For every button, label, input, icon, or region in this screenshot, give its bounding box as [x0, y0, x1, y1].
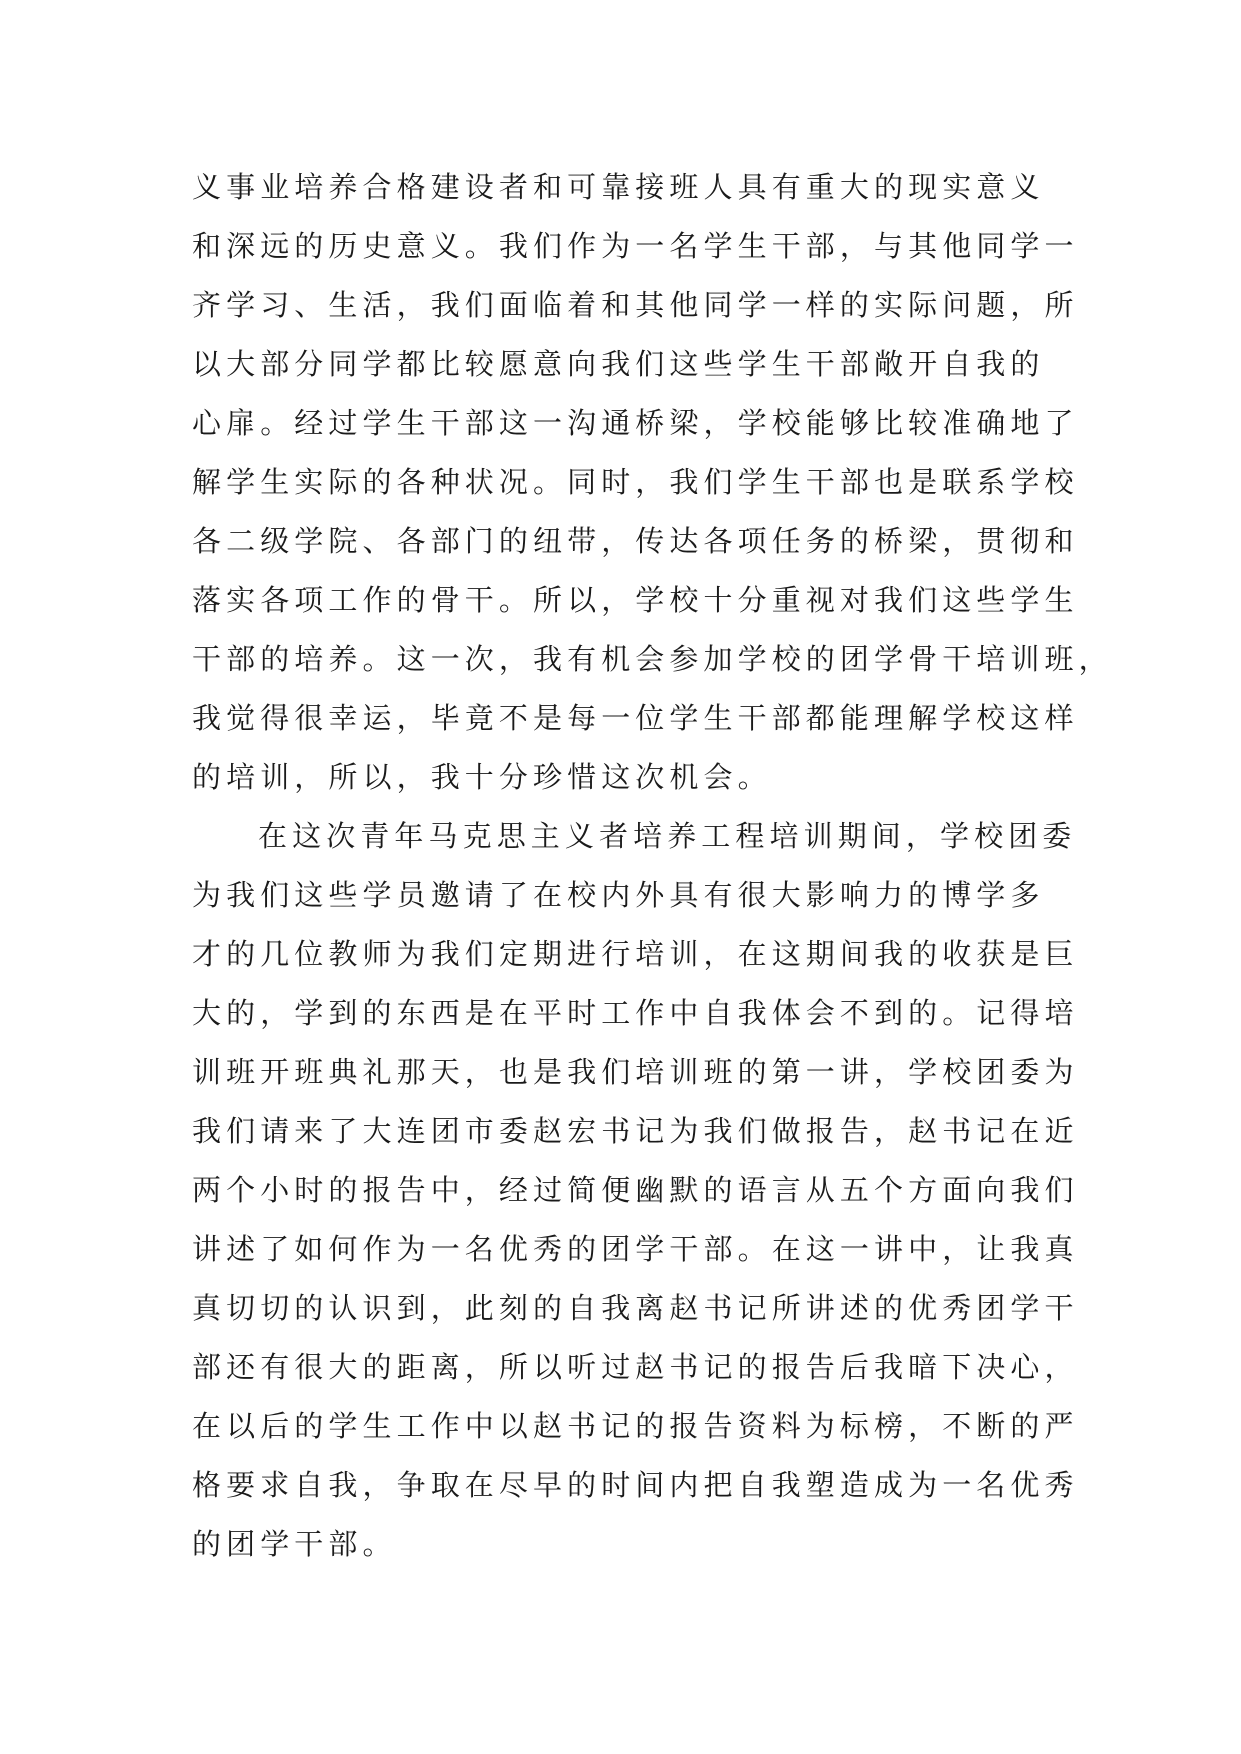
- text-line: 的团学干部。: [192, 1527, 397, 1561]
- text-line: 和深远的历史意义。我们作为一名学生干部，与其他同学一: [192, 229, 1079, 263]
- text-line: 大的，学到的东西是在平时工作中自我体会不到的。记得培: [192, 996, 1079, 1030]
- text-line: 落实各项工作的骨干。所以，学校十分重视对我们这些学生: [192, 583, 1079, 617]
- text-line: 以大部分同学都比较愿意向我们这些学生干部敞开自我的: [192, 347, 1045, 381]
- text-line: 的培训，所以，我十分珍惜这次机会。: [192, 760, 772, 794]
- text-line: 才的几位教师为我们定期进行培训，在这期间我的收获是巨: [192, 937, 1079, 971]
- text-line: 格要求自我，争取在尽早的时间内把自我塑造成为一名优秀: [192, 1468, 1079, 1502]
- text-line: 解学生实际的各种状况。同时，我们学生干部也是联系学校: [192, 465, 1079, 499]
- text-line: 讲述了如何作为一名优秀的团学干部。在这一讲中，让我真: [192, 1232, 1079, 1266]
- text-line: 训班开班典礼那天，也是我们培训班的第一讲，学校团委为: [192, 1055, 1079, 1089]
- text-line: 干部的培养。这一次，我有机会参加学校的团学骨干培训班，: [192, 642, 1113, 676]
- text-line: 各二级学院、各部门的纽带，传达各项任务的桥梁，贯彻和: [192, 524, 1079, 558]
- text-line: 为我们这些学员邀请了在校内外具有很大影响力的博学多: [192, 878, 1045, 912]
- text-line: 在这次青年马克思主义者培养工程培训期间，学校团委: [258, 819, 1077, 853]
- body-text: [192, 158, 1113, 1574]
- text-line: 心扉。经过学生干部这一沟通桥梁，学校能够比较准确地了: [192, 406, 1079, 440]
- text-line: 真切切的认识到，此刻的自我离赵书记所讲述的优秀团学干: [192, 1291, 1079, 1325]
- text-line: 在以后的学生工作中以赵书记的报告资料为标榜，不断的严: [192, 1409, 1079, 1443]
- paragraph-2: [192, 807, 1079, 1574]
- text-line: 我觉得很幸运，毕竟不是每一位学生干部都能理解学校这样: [192, 701, 1079, 735]
- text-line: 两个小时的报告中，经过简便幽默的语言从五个方面向我们: [192, 1173, 1079, 1207]
- paragraph-1: [192, 158, 1113, 807]
- text-line: 我们请来了大连团市委赵宏书记为我们做报告，赵书记在近: [192, 1114, 1079, 1148]
- text-line: 义事业培养合格建设者和可靠接班人具有重大的现实意义: [192, 170, 1045, 204]
- text-line: 齐学习、生活，我们面临着和其他同学一样的实际问题，所: [192, 288, 1079, 322]
- text-line: 部还有很大的距离，所以听过赵书记的报告后我暗下决心，: [192, 1350, 1079, 1384]
